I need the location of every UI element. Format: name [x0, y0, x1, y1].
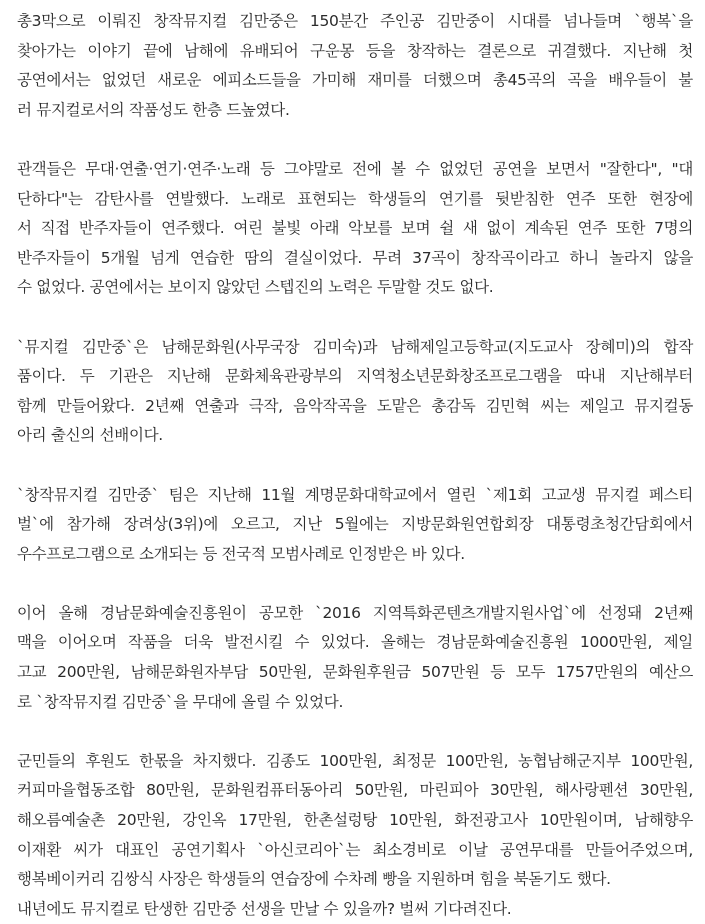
text-line: 관객들은 무대·연출·연기·연주·노래 등 그야말로 전에 볼 수 없었던 공연을 보면서 "잘한다", "대	[17, 159, 693, 178]
text-line: 러 뮤지컬로서의 작품성도 한층 드높였다.	[17, 100, 290, 119]
text-line: 맥을 이어오며 작품을 더욱 발전시킬 수 있었다. 올해는 경남문화예술진흥원 1000만원, 제일	[17, 633, 693, 652]
paragraph-4	[17, 481, 693, 570]
text-line: 내년에도 뮤지컬로 탄생한 김만중 선생을 만날 수 있을까? 벌써 기다려진다.	[17, 899, 512, 918]
paragraph-3	[17, 333, 693, 451]
text-line: 군민들의 후원도 한몫을 차지했다. 김종도 100만원, 최정문 100만원, 농협남해군지부 100만원,	[17, 751, 693, 770]
text-line: 로 `창작뮤지컬 김만중`을 무대에 올릴 수 있었다.	[17, 692, 344, 711]
paragraph-1	[17, 7, 693, 125]
text-line: 수 없었다. 공연에서는 보이지 않았던 스텝진의 노력은 두말할 것도 없다.	[17, 278, 494, 297]
text-line: 서 직접 반주자들이 연주했다. 여린 불빛 아래 악보를 보며 쉴 새 없이 계속된 연주 또한 7명의	[17, 219, 693, 238]
text-line: `창작뮤지컬 김만중` 팀은 지난해 11월 계명문화대학교에서 열린 `제1회 고교생 뮤지컬 페스티	[17, 485, 693, 504]
text-line: 커피마을협동조합 80만원, 문화원컴퓨터동아리 50만원, 마린피아 30만원, 해사랑펜션 30만원,	[17, 781, 693, 800]
text-line: 품이다. 두 기관은 지난해 문화체육관광부의 지역청소년문화창조프로그램을 따내 지난해부터	[17, 367, 693, 386]
article-body	[17, 7, 693, 924]
text-line: 고교 200만원, 남해문화원자부담 50만원, 문화원후원금 507만원 등 모두 1757만원의 예산으	[17, 663, 693, 682]
text-line: 이어 올해 경남문화예술진흥원이 공모한 `2016 지역특화콘텐츠개발지원사업`에 선정돼 2년째	[17, 603, 693, 622]
text-line: 해오름예술촌 20만원, 강인옥 17만원, 한촌설렁탕 10만원, 화전광고사 10만원이며, 남해향우	[17, 811, 693, 830]
paragraph-6	[17, 747, 693, 895]
text-line: 단하다"는 감탄사를 연발했다. 노래로 표현되는 학생들의 연기를 뒷받침한 연주 또한 현장에	[17, 189, 693, 208]
text-line: 행복베이커리 김쌍식 사장은 학생들의 연습장에 수차례 빵을 지원하며 힘을 북돋기도 했다.	[17, 870, 611, 889]
text-line: 아리 출신의 선배이다.	[17, 426, 163, 445]
paragraph-7	[17, 895, 693, 924]
text-line: 함께 만들어왔다. 2년째 연출과 극작, 음악작곡을 도맡은 총감독 김민혁 씨는 제일고 뮤지컬동	[17, 396, 693, 415]
paragraph-2	[17, 155, 693, 303]
text-line: 이재환 씨가 대표인 공연기획사 `아신코리아`는 최소경비로 이날 공연무대를 만들어주었으며,	[17, 840, 693, 859]
text-line: 반주자들이 5개월 넘게 연습한 땀의 결실이었다. 무려 37곡이 창작곡이라고 하니 놀라지 않을	[17, 248, 693, 267]
text-line: 찾아가는 이야기 끝에 남해에 유배되어 구운몽 등을 창작하는 결론으로 귀결했다. 지난해 첫	[17, 41, 693, 60]
text-line: 총3막으로 이뤄진 창작뮤지컬 김만중은 150분간 주인공 김만중이 시대를 넘나들며 `행복`을	[17, 12, 693, 30]
text-line: 우수프로그램으로 소개되는 등 전국적 모범사례로 인정받은 바 있다.	[17, 544, 465, 563]
paragraph-5	[17, 599, 693, 717]
text-line: `뮤지컬 김만중`은 남해문화원(사무국장 김미숙)과 남해제일고등학교(지도교사 장혜미)의 합작	[17, 337, 693, 356]
text-line: 공연에서는 없었던 새로운 에피소드들을 가미해 재미를 더했으며 총45곡의 곡을 배우들이 불	[17, 71, 693, 90]
text-line: 벌`에 참가해 장려상(3위)에 오르고, 지난 5월에는 지방문화원연합회장 대통령초청간담회에서	[17, 515, 693, 534]
